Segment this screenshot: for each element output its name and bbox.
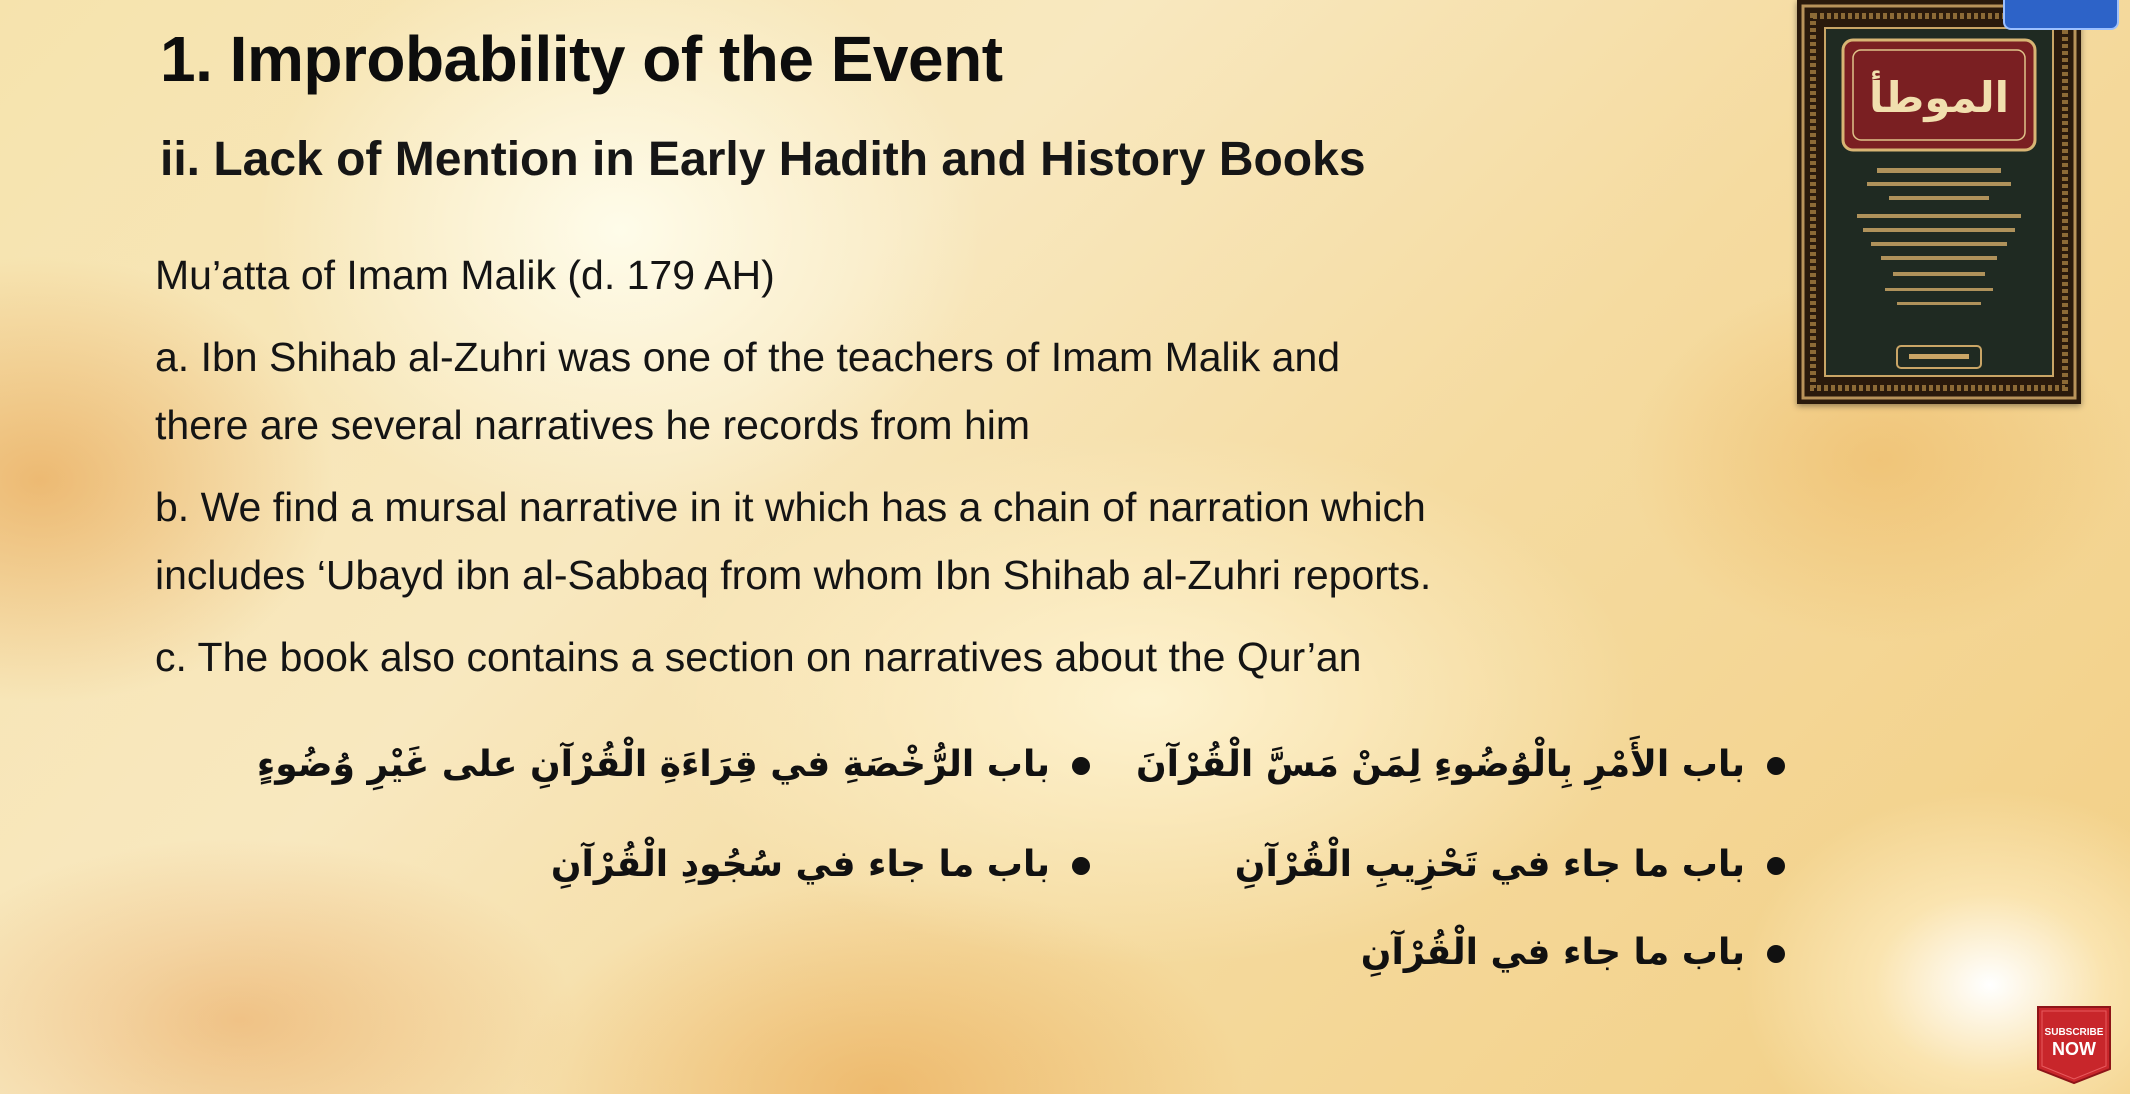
point-a-line-1: a. Ibn Shihab al-Zuhri was one of the teachers of Imam Malik and (155, 334, 1341, 380)
arabic-section-text: باب ما جاء في تَحْزِيبِ الْقُرْآنِ (1234, 844, 1745, 885)
book-cover-illustration (1797, 0, 2081, 404)
point-b-line-2: includes ‘Ubayd ibn al-Sabbaq from whom Ibn Shihab al-Zuhri reports. (155, 552, 1432, 598)
channel-logo-badge (2003, 0, 2119, 30)
subscribe-top-text: SUBSCRIBE (2044, 1027, 2104, 1038)
arabic-section-item (1136, 744, 1785, 785)
subscribe-bottom-text: NOW (2052, 1039, 2096, 1059)
point-a-line-2: there are several narratives he records from him (155, 402, 1031, 448)
source-reference: Mu’atta of Imam Malik (d. 179 AH) (155, 252, 775, 298)
arabic-section-text: باب ما جاء في سُجُودِ الْقُرْآنِ (550, 844, 1050, 885)
arabic-section-text: باب الرُّخْصَةِ في قِرَاءَةِ الْقُرْآنِ على غَيْرِ وُضُوءٍ (256, 744, 1050, 785)
slide-subtitle: ii. Lack of Mention in Early Hadith and History Books (160, 133, 1366, 186)
channel-logo-text (2005, 0, 2117, 22)
bullet-icon (1767, 757, 1785, 775)
arabic-section-item (1235, 844, 1785, 885)
book-title-text: الموطأ (1869, 73, 2009, 122)
point-b-line-1: b. We find a mursal narrative in it which has a chain of narration which (155, 484, 1426, 530)
arabic-section-text: باب الأَمْرِ بِالْوُضُوءِ لِمَنْ مَسَّ الْقُرْآنَ (1135, 744, 1745, 785)
arabic-section-item (1361, 932, 1785, 973)
arabic-section-item (551, 844, 1090, 885)
bullet-icon (1767, 945, 1785, 963)
bullet-icon (1072, 857, 1090, 875)
arabic-section-item (257, 744, 1090, 785)
slide-title: 1. Improbability of the Event (160, 23, 1003, 95)
bullet-icon (1072, 757, 1090, 775)
point-c-line-1: c. The book also contains a section on narratives about the Qur’an (155, 634, 1362, 680)
arabic-section-text: باب ما جاء في الْقُرْآنِ (1360, 932, 1745, 973)
subscribe-button[interactable] (2034, 1005, 2114, 1085)
book-cover-image (1797, 0, 2081, 404)
bullet-icon (1767, 857, 1785, 875)
